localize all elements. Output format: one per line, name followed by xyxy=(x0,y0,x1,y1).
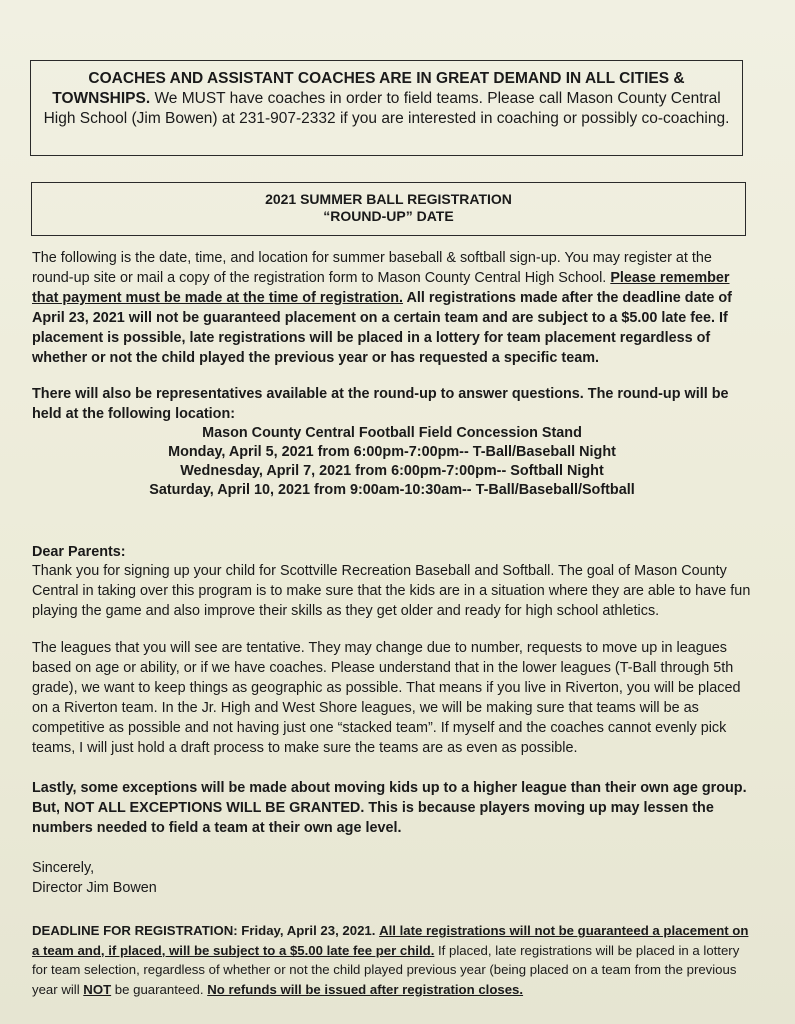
payment-reminder: Please remember that payment must be made at the time of registration. xyxy=(32,270,730,306)
closing: Sincerely, xyxy=(32,860,95,876)
registration-subtitle: “ROUND-UP” DATE xyxy=(323,208,454,224)
refund-notice: No refunds will be issued after registration closes. xyxy=(207,981,524,997)
location-date-2: Wednesday, April 7, 2021 from 6:00pm-7:00pm-- Softball Night xyxy=(180,463,604,479)
deadline-paragraph xyxy=(32,921,752,999)
letter-paragraph-1: Thank you for signing up your child for Scottville Recreation Baseball and Softball. The goal of Mason County Central in taking over this program is to make sure that the kids are in a situation where they are able to have fun playing the game and also improve their skills as they get older and ready for high school athletics. xyxy=(32,563,751,619)
signature: Director Jim Bowen xyxy=(32,880,157,896)
letter-paragraph-3: Lastly, some exceptions will be made about moving kids up to a higher league than their own age group. But, NOT ALL EXCEPTIONS WILL BE GRANTED. This is because players moving up may lessen the numbers needed to field a team at their own age level. xyxy=(32,780,747,836)
intro-paragraph xyxy=(32,248,752,368)
not-emphasis: NOT xyxy=(83,981,112,997)
location-block xyxy=(32,424,752,500)
late-registration-text: All registrations made after the deadline date of April 23, 2021 will not be guaranteed placement on a certain team and are subject to a $5.00 late fee. If placement is possible, late registrations will be placed in a lottery for team placement regardless of whether or not the child played the previous year or has requested a specific team. xyxy=(32,290,732,366)
letter-paragraph-2: The leagues that you will see are tentative. They may change due to number, requests to move up in leagues based on age or ability, or if we have coaches. Please understand that in the lower leagues (T-Ball through 5th grade), we want to keep things as geographic as possible. That means if you live in Riverton, you will be placed on a Riverton team. In the Jr. High and West Shore leagues, we will be making sure that teams will be as competitive as possible and not having just one “stacked team”. If myself and the coaches cannot evenly pick teams, I will just hold a draft process to make sure the teams are as even as possible. xyxy=(32,640,741,756)
deadline-text-2: be guaranteed. xyxy=(111,981,208,997)
location-date-1: Monday, April 5, 2021 from 6:00pm-7:00pm-- T-Ball/Baseball Night xyxy=(168,444,616,460)
registration-header-box xyxy=(31,182,746,236)
deadline-label: DEADLINE FOR REGISTRATION: Friday, April 23, 2021. xyxy=(32,923,376,938)
late-fee-notice: All late registrations will not be guaranteed a placement on a team and, if placed, will be subject to a $5.00 late fee per child. xyxy=(32,923,749,958)
deadline-text: If placed, late registrations will be placed in a lottery for team selection, regardless of whether or not the child played previous year (being placed on a team from the previous year will xyxy=(32,942,740,997)
location-date-3: Saturday, April 10, 2021 from 9:00am-10:30am-- T-Ball/Baseball/Softball xyxy=(149,482,635,498)
representatives-paragraph: There will also be representatives available at the round-up to answer questions. The round-up will be held at the following location: xyxy=(32,386,729,422)
registration-title: 2021 SUMMER BALL REGISTRATION xyxy=(265,191,512,207)
intro-text: The following is the date, time, and location for summer baseball & softball sign-up. You may register at the round-up site or mail a copy of the registration form to Mason County Central High School. xyxy=(32,250,712,286)
coaches-notice-text: We MUST have coaches in order to field teams. Please call Mason County Central High School (Jim Bowen) at 231-907-2332 if you are interested in coaching or possibly co-coaching. xyxy=(43,90,730,127)
location-venue: Mason County Central Football Field Concession Stand xyxy=(202,425,582,441)
coaches-notice-heading: COACHES AND ASSISTANT COACHES ARE IN GREAT DEMAND IN ALL CITIES & TOWNSHIPS. xyxy=(52,70,685,107)
salutation: Dear Parents: xyxy=(32,544,126,560)
coaches-notice-box xyxy=(30,60,743,156)
